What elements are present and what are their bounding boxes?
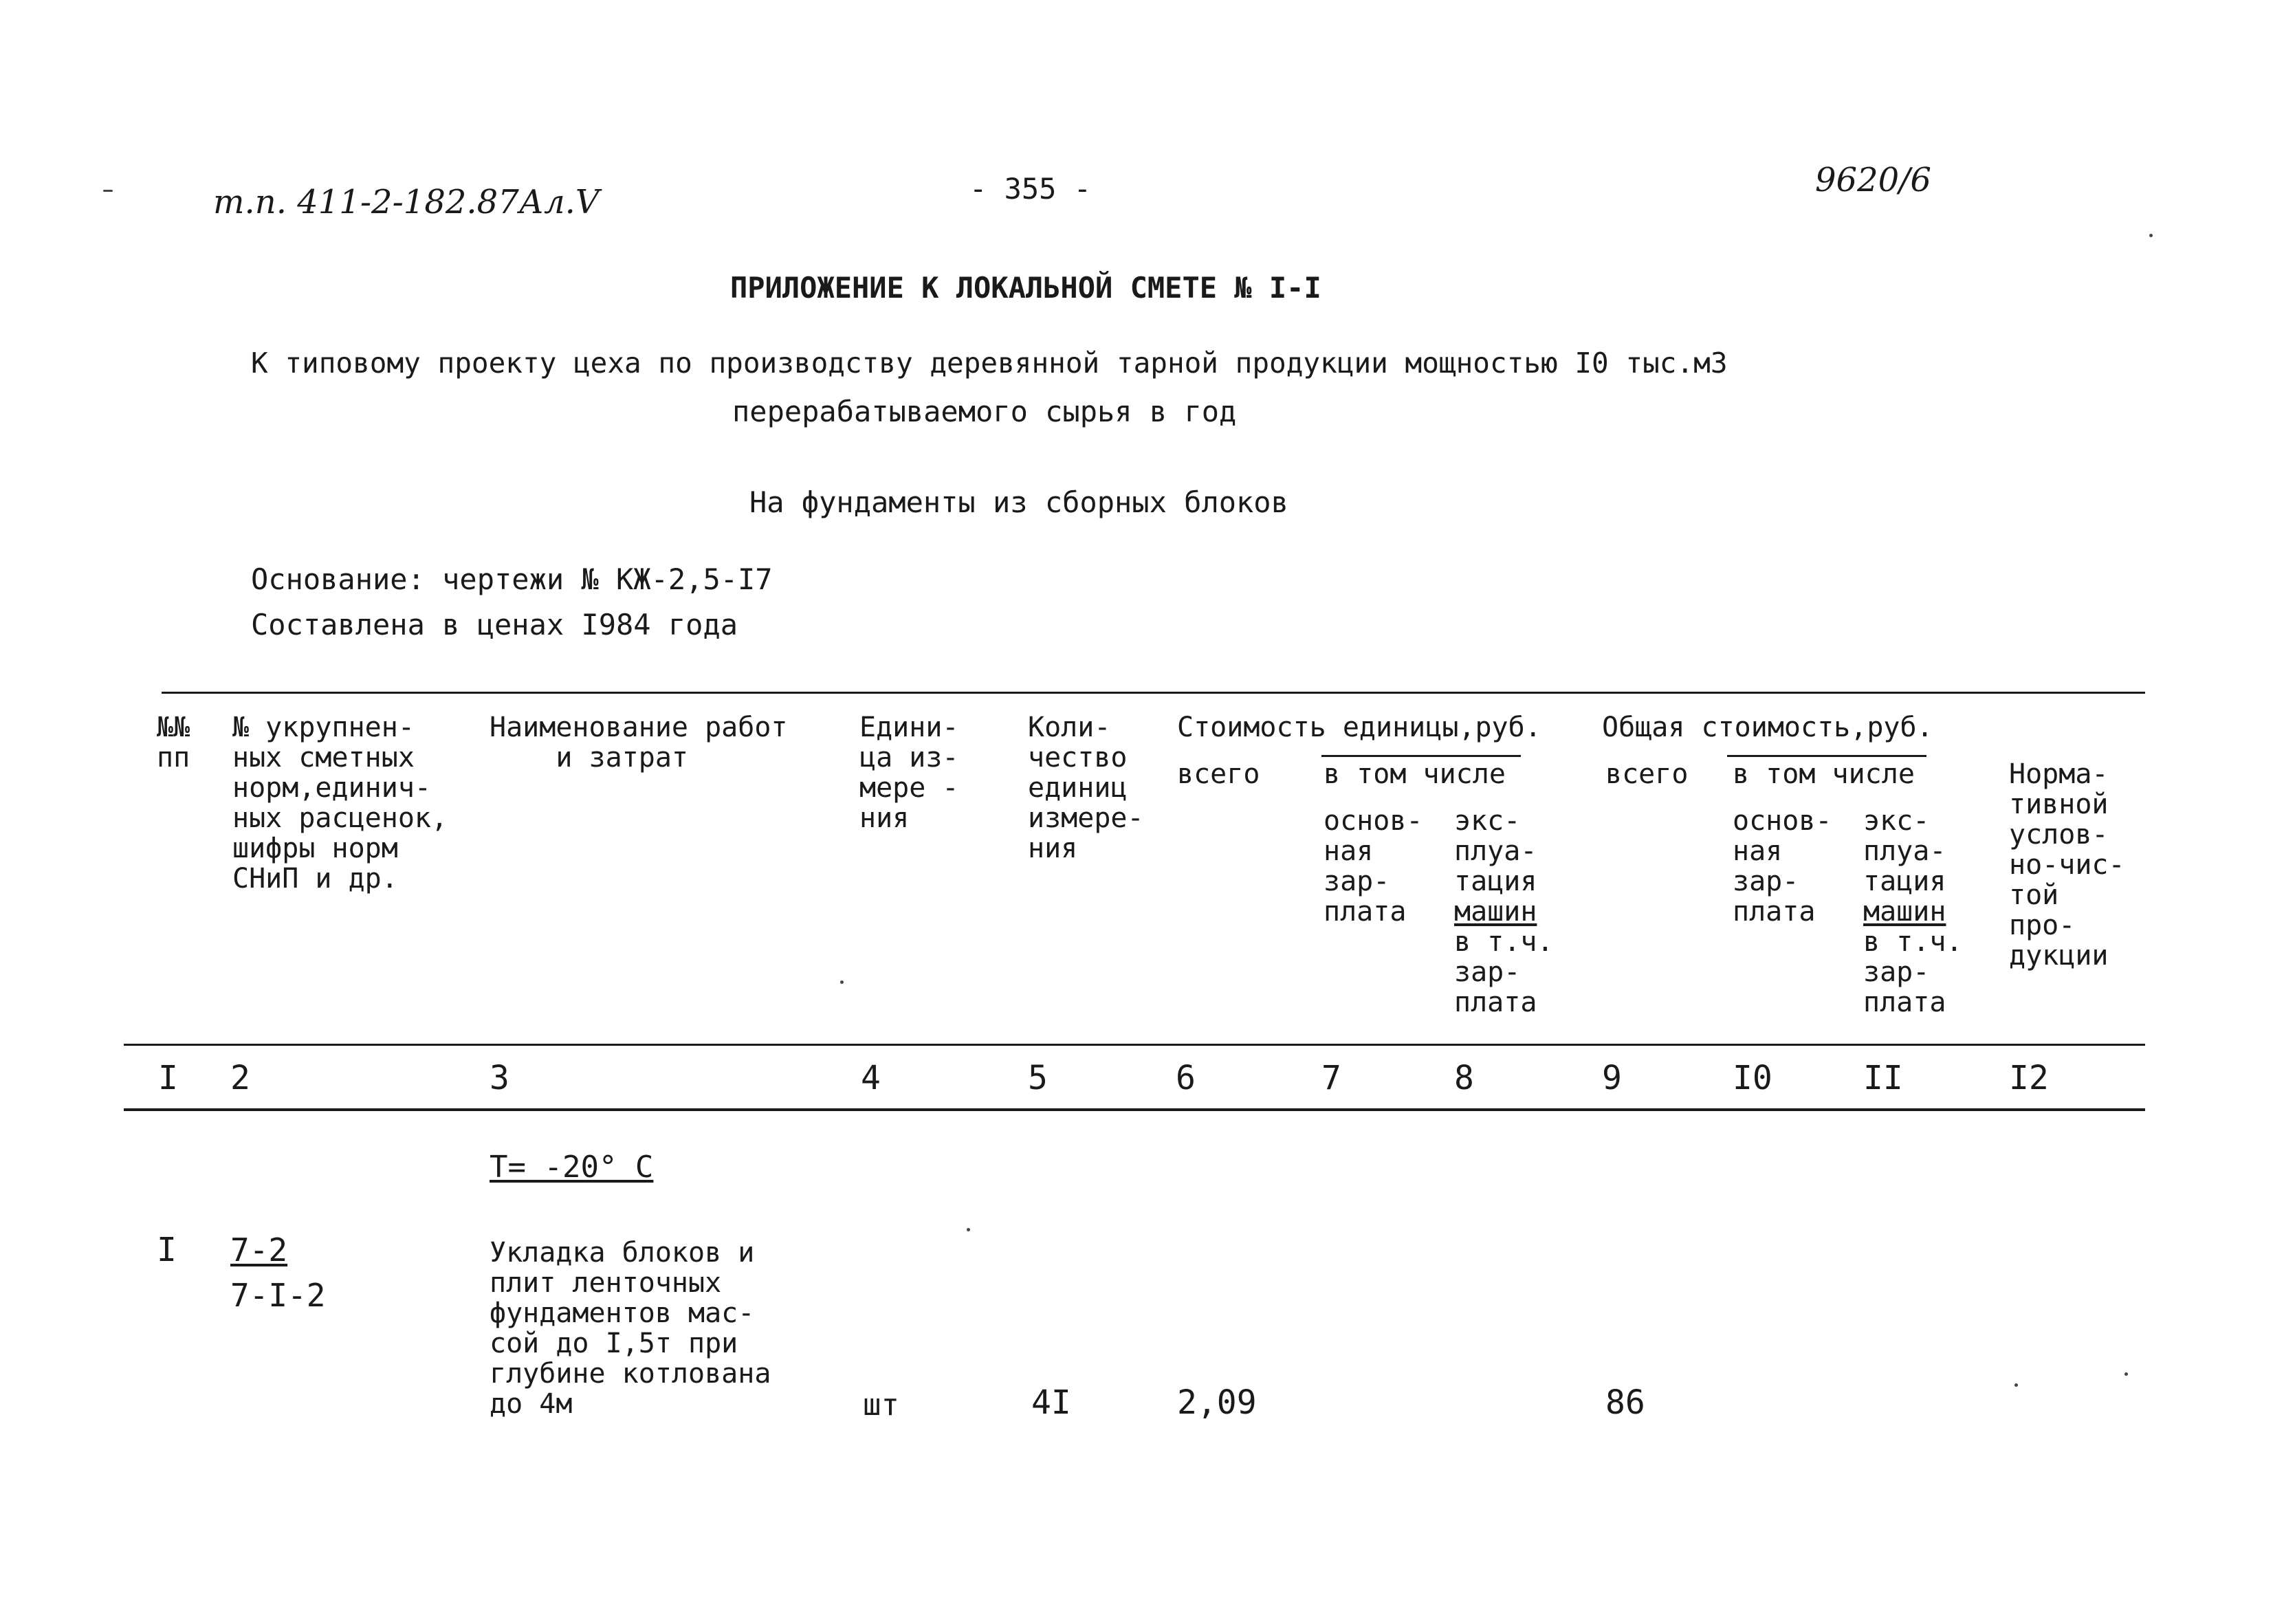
header-total-cost-group: Общая стоимость,руб.: [1602, 712, 1933, 743]
header-norm-code: № укрупнен- ных сметных норм,единич- ных расценок, шифры норм СНиП и др.: [232, 712, 448, 895]
row-quantity: 4I: [1031, 1383, 1071, 1422]
header-unit-incl-salary: в т.ч. зар- плата: [1454, 926, 1554, 1018]
scan-speck: [103, 190, 113, 192]
column-number: 5: [1028, 1059, 1048, 1097]
row-unit: шт: [863, 1387, 899, 1423]
column-number: 4: [861, 1059, 881, 1097]
column-number: II: [1863, 1059, 1903, 1097]
header-total-cost-total: всего: [1605, 758, 1689, 790]
archive-number: 9620/6: [1815, 161, 1931, 199]
header-total-base-salary: основ- ная зар- плата: [1733, 805, 1832, 928]
section-temperature: T= -20° C: [490, 1150, 654, 1185]
table-top-rule: [162, 692, 2145, 694]
scan-speck: [967, 1228, 970, 1231]
row-work-name: Укладка блоков и плит ленточных фундаментов мас- сой до I,5т при глубине котлована до 4м: [490, 1237, 771, 1420]
header-total-machines: машин: [1863, 896, 1946, 928]
header-bottom-rule: [124, 1044, 2145, 1046]
basis-drawings: Основание: чертежи № КЖ-2,5-I7: [251, 562, 773, 596]
column-number: 7: [1321, 1059, 1341, 1097]
page-number: - 355 -: [969, 172, 1092, 206]
scan-speck: [840, 980, 844, 984]
estimate-subject: На фундаменты из сборных блоков: [749, 485, 1288, 519]
column-number: I2: [2009, 1059, 2049, 1097]
column-numbers-rule: [124, 1108, 2145, 1111]
header-unit-base-salary: основ- ная зар- плата: [1324, 805, 1423, 928]
header-row-number: №№ пп: [157, 712, 190, 773]
project-code: т.п. 411-2-182.87Ал.V: [213, 183, 600, 221]
header-normative-product: Норма- тивной услов- но-чис- той про- дукции: [2009, 758, 2125, 972]
header-work-name: Наименование работ и затрат: [490, 712, 788, 773]
header-unit-machine-operation: экс- плуа- тация: [1454, 805, 1537, 897]
column-number: 3: [490, 1059, 509, 1097]
column-number: I: [158, 1059, 178, 1097]
header-unit-cost-incl: в том числе: [1324, 758, 1506, 790]
row-norm-code-top: 7-2: [230, 1231, 288, 1269]
total-cost-incl-rule: [1727, 755, 1926, 757]
project-title-line1: К типовому проекту цеха по производству деревянной тарной продукции мощностью I0 тыс.м3: [251, 347, 1728, 380]
scan-speck: [2014, 1383, 2018, 1387]
scan-speck: [2149, 234, 2153, 237]
header-unit-machines: машин: [1454, 896, 1537, 928]
basis-prices: Составлена в ценах I984 года: [251, 608, 738, 641]
row-unit-cost-total: 2,09: [1177, 1383, 1257, 1422]
header-unit-cost-group: Стоимость единицы,руб.: [1177, 712, 1541, 743]
row-total-cost: 86: [1605, 1383, 1645, 1422]
scan-speck: [2124, 1372, 2128, 1376]
header-total-machine-operation: экс- плуа- тация: [1863, 805, 1946, 897]
row-number: I: [157, 1231, 177, 1269]
unit-cost-incl-rule: [1321, 755, 1521, 757]
column-number: 2: [230, 1059, 250, 1097]
header-total-cost-incl: в том числе: [1733, 758, 1915, 790]
project-title-line2: перерабатываемого сырья в год: [732, 395, 1237, 428]
column-number: 8: [1454, 1059, 1474, 1097]
row-norm-code-bottom: 7-I-2: [230, 1277, 326, 1314]
column-number: 9: [1602, 1059, 1622, 1097]
header-total-incl-salary: в т.ч. зар- плата: [1863, 926, 1963, 1018]
column-number: 6: [1176, 1059, 1196, 1097]
header-unit: Едини- ца из- мере - ния: [859, 712, 959, 834]
appendix-title: ПРИЛОЖЕНИЕ К ЛОКАЛЬНОЙ СМЕТЕ № I-I: [730, 271, 1321, 305]
column-number: I0: [1733, 1059, 1772, 1097]
header-quantity: Коли- чество единиц измере- ния: [1028, 712, 1144, 864]
header-unit-cost-total: всего: [1177, 758, 1260, 790]
